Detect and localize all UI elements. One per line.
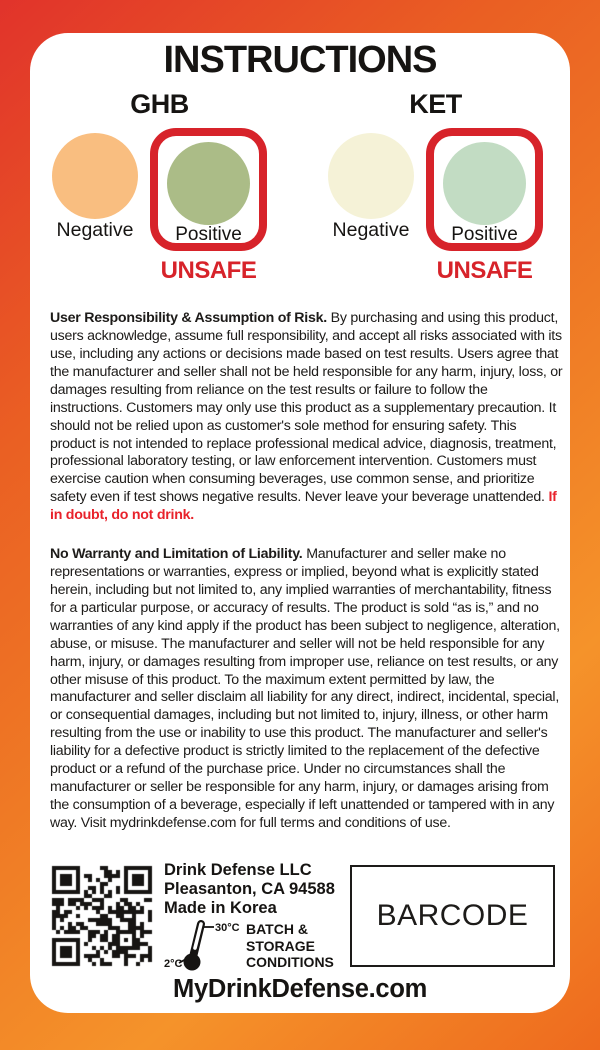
ket-unsafe-label: UNSAFE	[436, 257, 533, 284]
test-name-ghb: GHB	[130, 89, 189, 119]
company-info	[164, 861, 335, 918]
min-temp-label: 2°C	[164, 958, 183, 970]
ket-positive-label: Positive	[451, 224, 518, 245]
test-group-ket	[328, 90, 543, 300]
ghb-positive-box	[150, 128, 267, 251]
risk-paragraph	[50, 310, 563, 525]
company-name: Drink Defense LLC	[164, 861, 312, 879]
website-url: MyDrinkDefense.com	[173, 975, 427, 1003]
warranty-heading: No Warranty and Limitation of Liability.	[50, 546, 303, 563]
test-name-ket: KET	[409, 89, 462, 119]
label-card	[30, 33, 570, 1013]
test-group-ghb	[52, 90, 267, 300]
risk-warning: If in doubt, do not drink.	[50, 489, 557, 524]
company-origin: Made in Korea	[164, 899, 277, 917]
risk-heading: User Responsibility & Assumption of Risk.	[50, 310, 327, 327]
barcode-placeholder	[350, 865, 555, 967]
barcode-label: BARCODE	[376, 899, 529, 932]
warranty-paragraph	[50, 546, 563, 833]
batch-storage-label: BATCH & STORAGE CONDITIONS	[246, 921, 334, 970]
warranty-body: Manufacturer and seller make no representations or warranties, express or implied, beyond what is explicitly stated herein, including but not limited to, any implied warranties of merchantability, fitness for a particular purpose, or accuracy of results. The product is sold “as is,” and no warranties of any kind apply if the product has been subject to negligence, alteration, abuse, or misuse. The manufacturer and seller will not be held responsible for any harm, injury, or damages resulting from improper use, reliance on test results, or any other misuse of this product. To the maximum extent permitted by law, the manufacturer and seller disclaim all liability for any direct, indirect, incidental, special, or consequential damages, including but not limited to, injury, illness, or other harm resulting from the use or inability to use this product. The manufacturer and seller's liability for a defective product is strictly limited to the replacement of the defective product or a refund of the purchase price. Under no circumstances shall the manufacturer or seller be responsible for any harm, injury, or damages arising from the consumption of a beverage, especially if left unattended or tampered with in any way. Visit mydrinkdefense.com for full terms and conditions of use.	[50, 546, 560, 831]
thermometer-icon	[156, 917, 248, 979]
ghb-positive-swatch	[167, 142, 250, 225]
ghb-negative-swatch	[52, 133, 138, 219]
ket-negative-swatch	[328, 133, 414, 219]
ket-positive-box	[426, 128, 543, 251]
company-address: Pleasanton, CA 94588	[164, 880, 335, 898]
max-temp-label: 30°C	[215, 922, 240, 934]
ket-positive-swatch	[443, 142, 526, 225]
qr-code-icon	[50, 864, 154, 968]
ghb-negative-label: Negative	[56, 219, 134, 241]
ket-negative-label: Negative	[332, 219, 410, 241]
risk-body: By purchasing and using this product, users acknowledge, assume full responsibility, and accept all risks associated with its use, including any actions or decisions made based on test results. Users agree that the manufacturer and seller shall not be held responsible for any harm, injury, loss, or damages resulting from reliance on the test results or failure to follow the instructions. Customers may only use this product as a supplementary precaution. It should not be relied upon as customer's sole method for ensuring safety. This product is not intended to replace professional medical advice, diagnosis, treatment, professional laboratory testing, or law enforcement intervention. Customers must exercise caution when consuming beverages, use common sense, and prioritize safety even if test shows negative results. Never leave your beverage unattended.	[50, 310, 563, 506]
page-title: INSTRUCTIONS	[163, 39, 437, 81]
ghb-positive-label: Positive	[175, 224, 242, 245]
ghb-unsafe-label: UNSAFE	[160, 257, 257, 284]
